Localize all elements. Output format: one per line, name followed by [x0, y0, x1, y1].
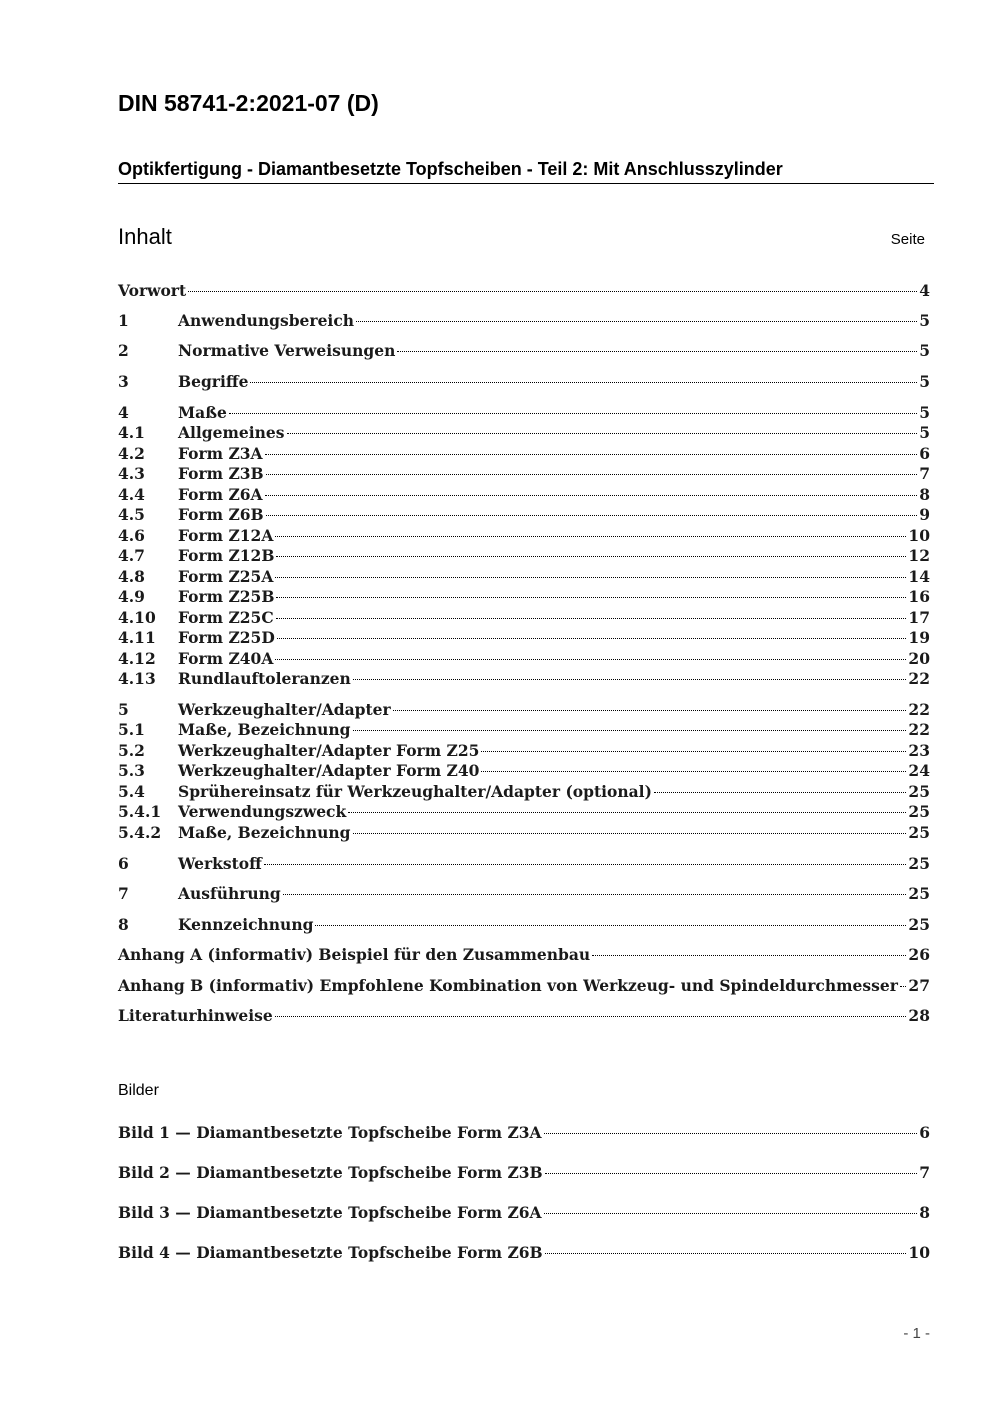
figure-entry-page: 10	[908, 1243, 930, 1262]
toc-entry-page: 5	[919, 403, 930, 422]
toc-entry[interactable]	[118, 700, 930, 720]
toc-entry-title: Werkzeughalter/Adapter Form Z25	[178, 741, 480, 760]
dot-leader	[654, 792, 907, 793]
toc-entry-title: Form Z25A	[178, 567, 274, 586]
toc-entry-page: 26	[908, 945, 930, 964]
toc-entry-title: Literaturhinweise	[118, 1006, 273, 1025]
figure-entry-page: 8	[919, 1203, 930, 1222]
toc-entry[interactable]	[118, 608, 930, 628]
toc-entry-page: 5	[919, 311, 930, 330]
toc-entry-title: Anwendungsbereich	[178, 311, 355, 330]
document-subtitle: Optikfertigung - Diamantbesetzte Topfscheiben - Teil 2: Mit Anschlusszylinder	[118, 159, 934, 184]
toc-entry[interactable]	[118, 485, 930, 505]
toc-entry-page: 25	[908, 823, 930, 842]
dot-leader	[353, 679, 907, 680]
dot-leader	[287, 433, 918, 434]
toc-entry-title: Begriffe	[178, 372, 249, 391]
toc-entry-title: Anhang A (informativ) Beispiel für den Zusammenbau	[118, 945, 591, 964]
dot-leader	[275, 536, 906, 537]
toc-entry-page: 22	[908, 669, 930, 688]
toc-entry[interactable]	[118, 505, 930, 525]
dot-leader	[283, 894, 907, 895]
dot-leader	[229, 413, 917, 414]
toc-entry[interactable]	[118, 526, 930, 546]
toc-entry[interactable]	[118, 720, 930, 740]
toc-entry[interactable]	[118, 782, 930, 802]
toc-entry-page: 25	[908, 782, 930, 801]
dot-leader	[544, 1213, 918, 1214]
toc-entry[interactable]	[118, 1006, 930, 1026]
dot-leader	[592, 955, 906, 956]
dot-leader	[353, 730, 907, 731]
dot-leader	[356, 321, 917, 322]
toc-entry-page: 12	[908, 546, 930, 565]
toc-entry-title: Maße	[178, 403, 227, 422]
figures-heading: Bilder	[118, 1082, 159, 1099]
toc-entry[interactable]	[118, 341, 930, 361]
toc-entry-number: 4	[118, 403, 129, 422]
toc-entry[interactable]	[118, 854, 930, 874]
toc-entry[interactable]	[118, 587, 930, 607]
toc-entry-number: 1	[118, 311, 129, 330]
toc-entry-page: 25	[908, 854, 930, 873]
toc-entry-page: 5	[919, 341, 930, 360]
toc-entry-page: 6	[919, 444, 930, 463]
toc-entry[interactable]	[118, 741, 930, 761]
figure-entry[interactable]	[118, 1163, 930, 1183]
toc-entry-title: Werkstoff	[178, 854, 262, 873]
toc-entry-page: 4	[919, 281, 930, 300]
figure-entry-title: Bild 3 — Diamantbesetzte Topfscheibe Form Z6A	[118, 1203, 542, 1222]
dot-leader	[276, 618, 907, 619]
toc-entry-title: Form Z12A	[178, 526, 274, 545]
dot-leader	[264, 864, 907, 865]
dot-leader	[276, 556, 906, 557]
toc-entry-number: 4.5	[118, 505, 145, 524]
toc-entry-page: 23	[908, 741, 930, 760]
toc-entry[interactable]	[118, 669, 930, 689]
toc-entry-number: 5.4.1	[118, 802, 162, 821]
toc-entry-title: Werkzeughalter/Adapter Form Z40	[178, 761, 480, 780]
toc-entry-page: 14	[908, 567, 930, 586]
toc-entry-number: 4.4	[118, 485, 145, 504]
toc-entry-page: 25	[908, 802, 930, 821]
dot-leader	[276, 597, 906, 598]
toc-entry-number: 4.9	[118, 587, 145, 606]
toc-entry-page: 16	[908, 587, 930, 606]
toc-entry-number: 8	[118, 915, 129, 934]
toc-entry-page: 22	[908, 720, 930, 739]
toc-entry-title: Ausführung	[178, 884, 281, 903]
figure-entry-page: 7	[919, 1163, 930, 1182]
figure-entry-title: Bild 1 — Diamantbesetzte Topfscheibe Form Z3A	[118, 1123, 542, 1142]
toc-entry-title: Kennzeichnung	[178, 915, 314, 934]
toc-entry[interactable]	[118, 281, 930, 301]
dot-leader	[188, 291, 917, 292]
toc-entry[interactable]	[118, 444, 930, 464]
toc-entry-title: Form Z6B	[178, 505, 264, 524]
toc-entry-number: 6	[118, 854, 129, 873]
toc-entry-page: 9	[919, 505, 930, 524]
dot-leader	[900, 986, 907, 987]
toc-entry[interactable]	[118, 567, 930, 587]
toc-entry[interactable]	[118, 915, 930, 935]
toc-entry-number: 4.3	[118, 464, 145, 483]
toc-entry-number: 4.6	[118, 526, 145, 545]
toc-entry-number: 4.13	[118, 669, 156, 688]
toc-entry-number: 4.7	[118, 546, 145, 565]
dot-leader	[397, 351, 917, 352]
dot-leader	[250, 382, 917, 383]
toc-entry-number: 7	[118, 884, 129, 903]
dot-leader	[275, 1016, 907, 1017]
toc-entry-title: Form Z25D	[178, 628, 275, 647]
toc-entry-title: Form Z25C	[178, 608, 274, 627]
toc-entry-number: 5	[118, 700, 129, 719]
toc-entry-page: 19	[908, 628, 930, 647]
footer-page-number: - 1 -	[903, 1325, 930, 1342]
toc-entry[interactable]	[118, 464, 930, 484]
figure-entry[interactable]	[118, 1243, 930, 1263]
toc-entry-page: 8	[919, 485, 930, 504]
toc-entry-title: Form Z25B	[178, 587, 275, 606]
dot-leader	[348, 812, 906, 813]
dot-leader	[265, 454, 918, 455]
toc-entry[interactable]	[118, 628, 930, 648]
toc-entry-title: Vorwort	[118, 281, 187, 300]
toc-entry-number: 4.2	[118, 444, 145, 463]
dot-leader	[481, 751, 906, 752]
toc-entry-number: 3	[118, 372, 129, 391]
toc-entry-title: Allgemeines	[178, 423, 285, 442]
toc-entry-page: 5	[919, 372, 930, 391]
toc-entry-title: Maße, Bezeichnung	[178, 823, 351, 842]
toc-entry-page: 28	[908, 1006, 930, 1025]
toc-entry-title: Form Z6A	[178, 485, 263, 504]
toc-entry-number: 5.4.2	[118, 823, 162, 842]
toc-entry[interactable]	[118, 945, 930, 965]
dot-leader	[544, 1133, 918, 1134]
toc-entry-number: 5.2	[118, 741, 145, 760]
toc-entry-title: Sprühereinsatz für Werkzeughalter/Adapter (optional)	[178, 782, 652, 801]
toc-entry-page: 25	[908, 884, 930, 903]
toc-entry-number: 4.1	[118, 423, 145, 442]
toc-entry-page: 10	[908, 526, 930, 545]
toc-entry-number: 4.8	[118, 567, 145, 586]
toc-entry-page: 24	[908, 761, 930, 780]
dot-leader	[545, 1173, 918, 1174]
toc-entry-title: Form Z3A	[178, 444, 263, 463]
toc-entry-title: Werkzeughalter/Adapter	[178, 700, 391, 719]
figure-entry-title: Bild 4 — Diamantbesetzte Topfscheibe Form Z6B	[118, 1243, 543, 1262]
toc-entry[interactable]	[118, 976, 930, 996]
toc-entry-title: Maße, Bezeichnung	[178, 720, 351, 739]
toc-entry-page: 5	[919, 423, 930, 442]
toc-entry-title: Form Z3B	[178, 464, 264, 483]
toc-heading: Inhalt	[118, 224, 172, 249]
dot-leader	[266, 474, 918, 475]
toc-entry-number: 5.4	[118, 782, 145, 801]
dot-leader	[275, 577, 906, 578]
toc-entry-number: 5.3	[118, 761, 145, 780]
dot-leader	[545, 1253, 907, 1254]
toc-entry-page: 7	[919, 464, 930, 483]
dot-leader	[481, 771, 906, 772]
toc-entry-number: 4.12	[118, 649, 156, 668]
toc-entry-number: 4.10	[118, 608, 156, 627]
document-id: DIN 58741-2:2021-07 (D)	[118, 90, 379, 116]
toc-entry[interactable]	[118, 649, 930, 669]
toc-entry-number: 5.1	[118, 720, 145, 739]
toc-entry[interactable]	[118, 311, 930, 331]
toc-entry-title: Normative Verweisungen	[178, 341, 396, 360]
dot-leader	[277, 638, 907, 639]
toc-entry-page: 17	[908, 608, 930, 627]
figure-entry-title: Bild 2 — Diamantbesetzte Topfscheibe Form Z3B	[118, 1163, 543, 1182]
toc-entry[interactable]	[118, 372, 930, 392]
toc-entry-number: 4.11	[118, 628, 156, 647]
toc-entry-page: 25	[908, 915, 930, 934]
figure-entry[interactable]	[118, 1123, 930, 1143]
toc-entry-page: 22	[908, 700, 930, 719]
dot-leader	[353, 833, 907, 834]
toc-entry[interactable]	[118, 802, 930, 822]
dot-leader	[315, 925, 906, 926]
figure-entry-page: 6	[919, 1123, 930, 1142]
toc-entry[interactable]	[118, 403, 930, 423]
dot-leader	[393, 710, 907, 711]
toc-entry-number: 2	[118, 341, 129, 360]
toc-entry[interactable]	[118, 546, 930, 566]
figure-entry[interactable]	[118, 1203, 930, 1223]
toc-entry-title: Verwendungszweck	[178, 802, 347, 821]
toc-entry-title: Anhang B (informativ) Empfohlene Kombination von Werkzeug- und Spindeldurchmesser	[118, 976, 898, 995]
toc-entry[interactable]	[118, 423, 930, 443]
toc-entry[interactable]	[118, 884, 930, 904]
dot-leader	[275, 659, 906, 660]
toc-entry-title: Form Z40A	[178, 649, 274, 668]
toc-entry[interactable]	[118, 761, 930, 781]
toc-entry[interactable]	[118, 823, 930, 843]
toc-page-label: Seite	[890, 231, 925, 248]
toc-entry-title: Rundlauftoleranzen	[178, 669, 351, 688]
toc-entry-page: 27	[908, 976, 930, 995]
dot-leader	[265, 495, 918, 496]
toc-entry-title: Form Z12B	[178, 546, 275, 565]
toc-entry-page: 20	[908, 649, 930, 668]
dot-leader	[266, 515, 918, 516]
